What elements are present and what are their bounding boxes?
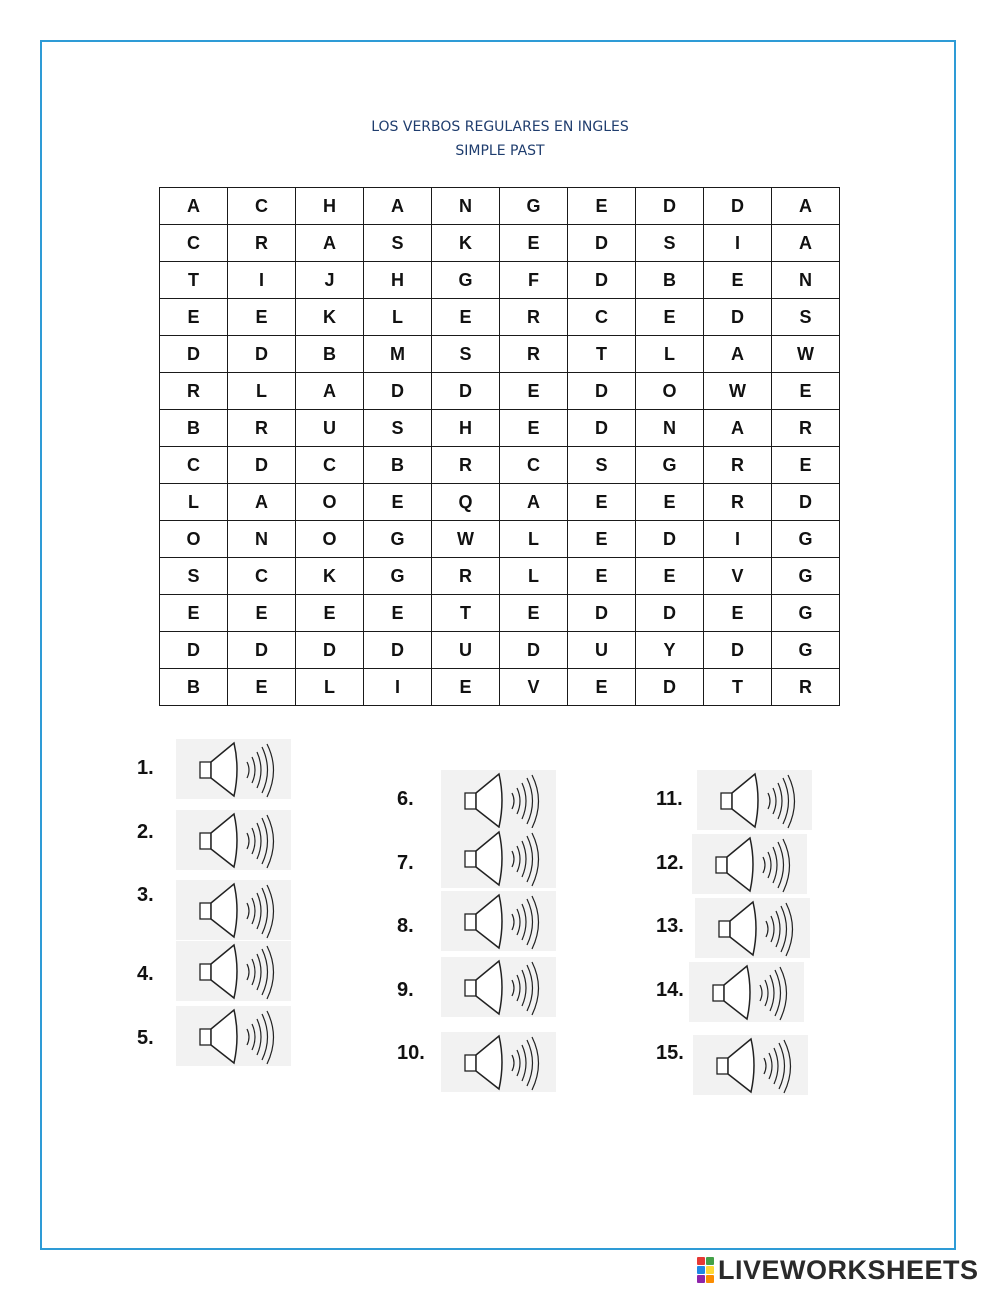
grid-cell[interactable]: O: [296, 484, 364, 521]
grid-cell[interactable]: N: [636, 410, 704, 447]
grid-cell[interactable]: E: [772, 373, 840, 410]
grid-cell[interactable]: D: [364, 373, 432, 410]
item-number: 10.: [397, 1042, 425, 1064]
grid-cell[interactable]: G: [500, 188, 568, 225]
speaker-icon[interactable]: [441, 1032, 556, 1092]
grid-row: [160, 262, 840, 299]
speaker-icon[interactable]: [692, 834, 807, 894]
speaker-icon[interactable]: [697, 770, 812, 830]
worksheet-subtitle: SIMPLE PAST: [455, 143, 545, 159]
grid-cell[interactable]: Y: [636, 632, 704, 669]
grid-cell[interactable]: D: [704, 188, 772, 225]
grid-cell[interactable]: L: [364, 299, 432, 336]
grid-cell[interactable]: E: [568, 521, 636, 558]
logo-square: [706, 1266, 714, 1274]
grid-cell[interactable]: E: [704, 595, 772, 632]
logo-square: [706, 1275, 714, 1283]
grid-cell[interactable]: G: [772, 558, 840, 595]
liveworksheets-logo-icon: [697, 1257, 714, 1283]
grid-row: [160, 373, 840, 410]
grid-cell[interactable]: S: [160, 558, 228, 595]
grid-row: [160, 447, 840, 484]
grid-cell[interactable]: D: [636, 595, 704, 632]
grid-cell[interactable]: E: [636, 484, 704, 521]
grid-cell[interactable]: E: [228, 669, 296, 706]
grid-cell[interactable]: R: [772, 410, 840, 447]
grid-cell[interactable]: A: [296, 373, 364, 410]
grid-cell[interactable]: H: [296, 188, 364, 225]
grid-cell[interactable]: L: [636, 336, 704, 373]
grid-cell[interactable]: M: [364, 336, 432, 373]
grid-cell[interactable]: A: [772, 188, 840, 225]
grid-cell[interactable]: E: [636, 558, 704, 595]
grid-cell[interactable]: W: [772, 336, 840, 373]
liveworksheets-logo: [697, 1255, 979, 1285]
grid-cell[interactable]: B: [160, 410, 228, 447]
logo-square: [697, 1257, 705, 1265]
grid-row: [160, 410, 840, 447]
grid-cell[interactable]: D: [636, 669, 704, 706]
grid-cell[interactable]: E: [636, 299, 704, 336]
grid-row: [160, 225, 840, 262]
grid-cell[interactable]: C: [500, 447, 568, 484]
grid-cell[interactable]: E: [500, 410, 568, 447]
grid-row: [160, 521, 840, 558]
grid-cell[interactable]: D: [432, 373, 500, 410]
grid-cell[interactable]: J: [296, 262, 364, 299]
grid-cell[interactable]: N: [228, 521, 296, 558]
grid-cell[interactable]: D: [568, 595, 636, 632]
grid-cell[interactable]: E: [568, 558, 636, 595]
grid-cell[interactable]: I: [704, 521, 772, 558]
grid-cell[interactable]: S: [364, 410, 432, 447]
grid-cell[interactable]: T: [160, 262, 228, 299]
grid-cell[interactable]: D: [160, 336, 228, 373]
grid-cell[interactable]: R: [500, 336, 568, 373]
grid-cell[interactable]: Q: [432, 484, 500, 521]
speaker-icon[interactable]: [176, 880, 291, 940]
item-number: 11.: [656, 788, 683, 810]
grid-cell[interactable]: D: [500, 632, 568, 669]
item-number: 13.: [656, 915, 684, 937]
speaker-icon[interactable]: [693, 1035, 808, 1095]
grid-cell[interactable]: S: [772, 299, 840, 336]
logo-square: [706, 1257, 714, 1265]
speaker-icon[interactable]: [695, 898, 810, 958]
grid-cell[interactable]: K: [432, 225, 500, 262]
speaker-icon[interactable]: [441, 891, 556, 951]
grid-cell[interactable]: D: [772, 484, 840, 521]
grid-cell[interactable]: R: [228, 410, 296, 447]
grid-cell[interactable]: D: [636, 188, 704, 225]
item-number: 6.: [397, 788, 414, 810]
grid-cell[interactable]: F: [500, 262, 568, 299]
grid-cell[interactable]: K: [296, 558, 364, 595]
grid-cell[interactable]: B: [364, 447, 432, 484]
grid-cell[interactable]: D: [160, 632, 228, 669]
grid-cell[interactable]: I: [364, 669, 432, 706]
grid-cell[interactable]: D: [364, 632, 432, 669]
grid-cell[interactable]: C: [228, 188, 296, 225]
grid-cell[interactable]: H: [364, 262, 432, 299]
grid-cell[interactable]: D: [296, 632, 364, 669]
grid-cell[interactable]: D: [228, 447, 296, 484]
grid-cell[interactable]: S: [432, 336, 500, 373]
grid-cell[interactable]: D: [228, 336, 296, 373]
item-number: 2.: [137, 821, 154, 843]
grid-cell[interactable]: G: [772, 521, 840, 558]
word-search-grid: [159, 187, 840, 706]
grid-cell[interactable]: G: [772, 632, 840, 669]
grid-cell[interactable]: C: [160, 225, 228, 262]
grid-cell[interactable]: E: [364, 595, 432, 632]
grid-cell[interactable]: O: [636, 373, 704, 410]
grid-row: [160, 595, 840, 632]
grid-cell[interactable]: D: [568, 225, 636, 262]
grid-cell[interactable]: G: [636, 447, 704, 484]
item-number: 14.: [656, 979, 684, 1001]
speaker-icon[interactable]: [441, 828, 556, 888]
grid-cell[interactable]: T: [432, 595, 500, 632]
item-number: 3.: [137, 884, 154, 906]
grid-cell[interactable]: R: [432, 447, 500, 484]
grid-cell[interactable]: G: [432, 262, 500, 299]
speaker-icon[interactable]: [441, 770, 556, 830]
grid-cell[interactable]: E: [160, 299, 228, 336]
grid-cell[interactable]: D: [568, 262, 636, 299]
grid-cell[interactable]: D: [636, 521, 704, 558]
grid-cell[interactable]: L: [160, 484, 228, 521]
grid-cell[interactable]: L: [228, 373, 296, 410]
grid-cell[interactable]: C: [568, 299, 636, 336]
grid-cell[interactable]: R: [500, 299, 568, 336]
grid-cell[interactable]: N: [772, 262, 840, 299]
grid-cell[interactable]: E: [432, 669, 500, 706]
grid-cell[interactable]: I: [704, 225, 772, 262]
grid-cell[interactable]: S: [568, 447, 636, 484]
logo-square: [697, 1275, 705, 1283]
grid-cell[interactable]: S: [364, 225, 432, 262]
grid-row: [160, 558, 840, 595]
item-number: 9.: [397, 979, 414, 1001]
grid-cell[interactable]: E: [568, 188, 636, 225]
grid-cell[interactable]: R: [228, 225, 296, 262]
grid-cell[interactable]: U: [296, 410, 364, 447]
grid-cell[interactable]: R: [704, 484, 772, 521]
grid-cell[interactable]: D: [568, 373, 636, 410]
grid-cell[interactable]: U: [568, 632, 636, 669]
grid-cell[interactable]: S: [636, 225, 704, 262]
grid-cell[interactable]: A: [160, 188, 228, 225]
grid-cell[interactable]: A: [704, 410, 772, 447]
grid-cell[interactable]: R: [772, 669, 840, 706]
grid-cell[interactable]: A: [500, 484, 568, 521]
speaker-icon[interactable]: [176, 739, 291, 799]
grid-cell[interactable]: A: [228, 484, 296, 521]
grid-cell[interactable]: L: [296, 669, 364, 706]
grid-cell[interactable]: R: [704, 447, 772, 484]
grid-cell[interactable]: D: [228, 632, 296, 669]
item-number: 1.: [137, 757, 154, 779]
grid-cell[interactable]: K: [296, 299, 364, 336]
grid-cell[interactable]: H: [432, 410, 500, 447]
grid-cell[interactable]: W: [704, 373, 772, 410]
grid-cell[interactable]: E: [568, 669, 636, 706]
grid-cell[interactable]: E: [772, 447, 840, 484]
grid-row: [160, 484, 840, 521]
speaker-icon[interactable]: [689, 962, 804, 1022]
grid-row: [160, 336, 840, 373]
grid-cell[interactable]: E: [364, 484, 432, 521]
grid-cell[interactable]: G: [364, 558, 432, 595]
grid-cell[interactable]: A: [364, 188, 432, 225]
logo-square: [697, 1266, 705, 1274]
item-number: 5.: [137, 1027, 154, 1049]
grid-cell[interactable]: E: [228, 299, 296, 336]
grid-cell[interactable]: B: [636, 262, 704, 299]
grid-cell[interactable]: D: [704, 299, 772, 336]
grid-cell[interactable]: E: [228, 595, 296, 632]
grid-cell[interactable]: O: [160, 521, 228, 558]
grid-cell[interactable]: I: [228, 262, 296, 299]
grid-row: [160, 299, 840, 336]
grid-cell[interactable]: L: [500, 558, 568, 595]
grid-cell[interactable]: C: [228, 558, 296, 595]
item-number: 7.: [397, 852, 414, 874]
grid-cell[interactable]: E: [296, 595, 364, 632]
grid-cell[interactable]: T: [568, 336, 636, 373]
speaker-icon[interactable]: [176, 941, 291, 1001]
grid-row: [160, 669, 840, 706]
item-number: 15.: [656, 1042, 684, 1064]
grid-cell[interactable]: T: [704, 669, 772, 706]
grid-cell[interactable]: E: [500, 225, 568, 262]
grid-cell[interactable]: N: [432, 188, 500, 225]
grid-cell[interactable]: L: [500, 521, 568, 558]
grid-cell[interactable]: A: [772, 225, 840, 262]
grid-cell[interactable]: R: [160, 373, 228, 410]
grid-cell[interactable]: E: [500, 373, 568, 410]
grid-cell[interactable]: U: [432, 632, 500, 669]
grid-row: [160, 632, 840, 669]
grid-cell[interactable]: V: [704, 558, 772, 595]
speaker-icon[interactable]: [441, 957, 556, 1017]
grid-cell[interactable]: A: [704, 336, 772, 373]
grid-cell[interactable]: C: [160, 447, 228, 484]
item-number: 8.: [397, 915, 414, 937]
grid-cell[interactable]: A: [296, 225, 364, 262]
logo-text: LIVEWORKSHEETS: [718, 1254, 979, 1285]
grid-cell[interactable]: D: [704, 632, 772, 669]
grid-cell[interactable]: E: [704, 262, 772, 299]
grid-cell[interactable]: V: [500, 669, 568, 706]
grid-cell[interactable]: D: [568, 410, 636, 447]
grid-cell[interactable]: E: [160, 595, 228, 632]
worksheet-title: LOS VERBOS REGULARES EN INGLES: [371, 119, 629, 135]
grid-cell[interactable]: G: [772, 595, 840, 632]
grid-cell[interactable]: E: [432, 299, 500, 336]
speaker-icon[interactable]: [176, 810, 291, 870]
grid-cell[interactable]: W: [432, 521, 500, 558]
grid-cell[interactable]: O: [296, 521, 364, 558]
grid-cell[interactable]: R: [432, 558, 500, 595]
grid-cell[interactable]: B: [160, 669, 228, 706]
grid-cell[interactable]: B: [296, 336, 364, 373]
grid-cell[interactable]: C: [296, 447, 364, 484]
grid-row: [160, 188, 840, 225]
grid-cell[interactable]: E: [568, 484, 636, 521]
grid-cell[interactable]: E: [500, 595, 568, 632]
item-number: 4.: [137, 963, 154, 985]
item-number: 12.: [656, 852, 684, 874]
grid-cell[interactable]: G: [364, 521, 432, 558]
speaker-icon[interactable]: [176, 1006, 291, 1066]
